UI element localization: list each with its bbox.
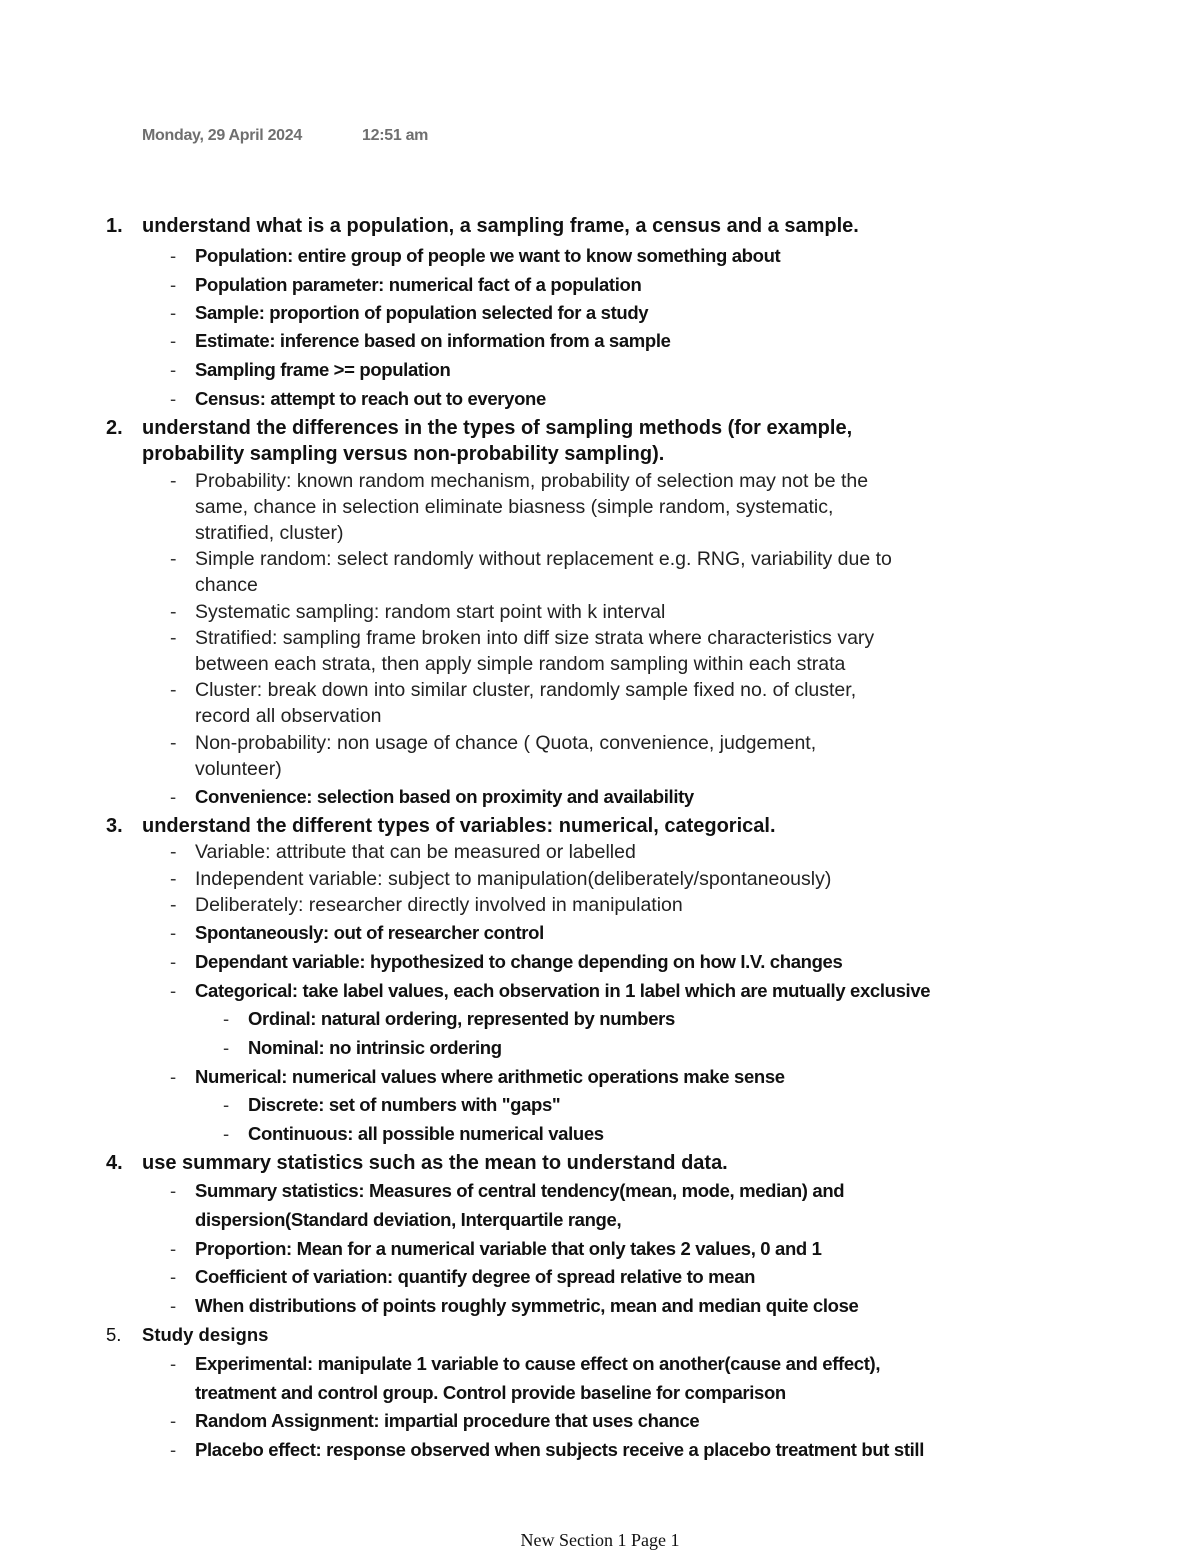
section-title: probability sampling versus non-probability sampling). [142, 443, 665, 465]
bullet-dash: - [170, 601, 177, 623]
page-meta [142, 127, 429, 145]
bullet-dash: - [170, 548, 177, 570]
page-date: Monday, 29 April 2024 [142, 127, 302, 144]
bullet-dash: - [223, 1094, 229, 1115]
bullet-dash: - [170, 388, 176, 409]
section-heading-1 [106, 215, 859, 238]
list-item: - Spontaneously: out of researcher control [170, 922, 544, 943]
list-item: - Random Assignment: impartial procedure that uses chance [170, 1410, 700, 1431]
list-item: - Cluster: break down into similar cluster, randomly sample fixed no. of cluster, [170, 679, 857, 701]
bullet-dash: - [170, 1410, 176, 1431]
list-item: - Estimate: inference based on information from a sample [170, 330, 671, 351]
list-item-cont: record all observation [195, 705, 382, 727]
list-item: - Sampling frame >= population [170, 359, 451, 380]
bullet-dash: - [170, 1439, 176, 1460]
list-number: 2. [106, 417, 123, 439]
list-item: - Placebo effect: response observed when subjects receive a placebo treatment but still [170, 1439, 925, 1460]
list-item-cont: same, chance in selection eliminate biasness (simple random, systematic, [195, 496, 834, 518]
bullet-dash: - [170, 470, 177, 492]
section-title: understand the different types of variables: numerical, categorical. [142, 815, 776, 837]
bullet-dash: - [223, 1008, 229, 1029]
page-footer: New Section 1 Page 1 [520, 1530, 680, 1550]
list-item: - Probability: known random mechanism, probability of selection may not be the [170, 470, 869, 492]
list-subitem: - Nominal: no intrinsic ordering [223, 1037, 502, 1058]
bullet-dash: - [223, 1037, 229, 1058]
list-item: - Non-probability: non usage of chance ( Quota, convenience, judgement, [170, 732, 817, 754]
bullet-dash: - [170, 786, 176, 807]
bullet-dash: - [170, 841, 177, 863]
section-title: use summary statistics such as the mean to understand data. [142, 1152, 728, 1174]
list-item: - Categorical: take label values, each observation in 1 label which are mutually exclusive [170, 980, 931, 1001]
list-item: - Variable: attribute that can be measured or labelled [170, 841, 636, 863]
bullet-dash: - [170, 679, 177, 701]
bullet-dash: - [170, 330, 176, 351]
list-number: 4. [106, 1152, 123, 1174]
list-item: - Census: attempt to reach out to everyone [170, 388, 546, 409]
bullet-dash: - [170, 1295, 176, 1316]
bullet-dash: - [170, 951, 176, 972]
bullet-dash: - [170, 302, 176, 323]
list-item: - Sample: proportion of population selected for a study [170, 302, 649, 323]
list-item: - Experimental: manipulate 1 variable to cause effect on another(cause and effect), [170, 1353, 881, 1374]
list-item: - Coefficient of variation: quantify degree of spread relative to mean [170, 1266, 756, 1287]
bullet-dash: - [170, 922, 176, 943]
bullet-dash: - [170, 980, 176, 1001]
bullet-dash: - [223, 1123, 229, 1144]
list-item-cont: dispersion(Standard deviation, Interquartile range, [195, 1209, 622, 1230]
list-number: 1. [106, 215, 123, 237]
list-item: - Population parameter: numerical fact of a population [170, 274, 642, 295]
list-item: - Independent variable: subject to manipulation(deliberately/spontaneously) [170, 868, 832, 890]
list-item: - Dependant variable: hypothesized to change depending on how I.V. changes [170, 951, 843, 972]
bullet-dash: - [170, 732, 177, 754]
page-time: 12:51 am [362, 127, 429, 144]
list-item-cont: stratified, cluster) [195, 522, 344, 544]
list-item: - Systematic sampling: random start point with k interval [170, 601, 666, 623]
bullet-dash: - [170, 1353, 176, 1374]
list-item: - Deliberately: researcher directly involved in manipulation [170, 894, 683, 916]
list-subitem: - Ordinal: natural ordering, represented by numbers [223, 1008, 675, 1029]
list-item-cont: between each strata, then apply simple random sampling within each strata [195, 653, 846, 675]
list-item-cont: chance [195, 574, 258, 596]
bullet-dash: - [170, 1066, 176, 1087]
list-item: - Convenience: selection based on proximity and availability [170, 786, 694, 807]
list-item: - Simple random: select randomly without replacement e.g. RNG, variability due to [170, 548, 892, 570]
list-item: - Stratified: sampling frame broken into diff size strata where characteristics vary [170, 627, 875, 649]
bullet-dash: - [170, 1266, 176, 1287]
list-number: 5. [106, 1324, 122, 1345]
section-heading-5 [106, 1324, 269, 1346]
section-title: understand what is a population, a sampling frame, a census and a sample. [142, 215, 859, 237]
section-heading-2 [106, 417, 853, 440]
list-subitem: - Discrete: set of numbers with "gaps" [223, 1094, 561, 1115]
list-item: - Proportion: Mean for a numerical variable that only takes 2 values, 0 and 1 [170, 1238, 822, 1259]
bullet-dash: - [170, 359, 176, 380]
bullet-dash: - [170, 894, 177, 916]
bullet-dash: - [170, 1180, 176, 1201]
bullet-dash: - [170, 1238, 176, 1259]
bullet-dash: - [170, 627, 177, 649]
list-item: - Population: entire group of people we want to know something about [170, 245, 781, 266]
section-heading-4 [106, 1152, 728, 1175]
list-subitem: - Continuous: all possible numerical values [223, 1123, 604, 1144]
bullet-dash: - [170, 274, 176, 295]
list-item: - Summary statistics: Measures of central tendency(mean, mode, median) and [170, 1180, 845, 1201]
list-item-cont: treatment and control group. Control provide baseline for comparison [195, 1382, 786, 1403]
list-item: - When distributions of points roughly symmetric, mean and median quite close [170, 1295, 859, 1316]
section-heading-3 [106, 815, 776, 838]
list-item-cont: volunteer) [195, 758, 282, 780]
bullet-dash: - [170, 868, 177, 890]
list-number: 3. [106, 815, 123, 837]
section-heading-2-cont [142, 443, 664, 466]
section-title: Study designs [142, 1324, 269, 1345]
bullet-dash: - [170, 245, 176, 266]
section-title: understand the differences in the types of sampling methods (for example, [142, 417, 853, 439]
list-item: - Numerical: numerical values where arithmetic operations make sense [170, 1066, 785, 1087]
